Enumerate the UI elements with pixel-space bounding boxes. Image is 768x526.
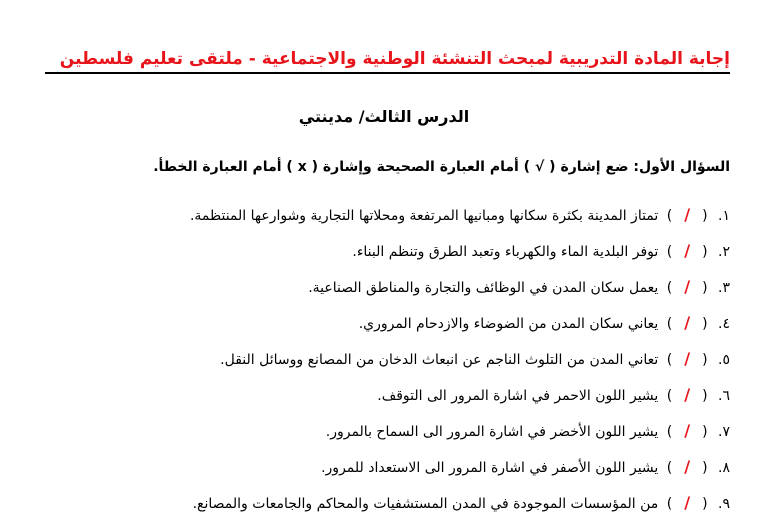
item-text: يشير اللون الاحمر في اشارة المرور الى التوقف. bbox=[377, 388, 659, 404]
open-paren: ( bbox=[702, 280, 708, 296]
list-item bbox=[30, 418, 730, 454]
answer-mark: / bbox=[684, 241, 691, 260]
answer-mark: / bbox=[684, 313, 691, 332]
item-text: توفر البلدية الماء والكهرباء وتعبد الطرق وتنظم البناء. bbox=[352, 244, 659, 260]
item-number: ٨. bbox=[718, 460, 730, 476]
list-item bbox=[30, 382, 730, 418]
answer-mark: / bbox=[684, 205, 691, 224]
close-paren: ) bbox=[666, 460, 673, 476]
answer-mark: / bbox=[684, 421, 691, 440]
list-item bbox=[30, 346, 730, 382]
list-item bbox=[30, 490, 730, 526]
answer-mark: / bbox=[684, 493, 691, 512]
open-paren: ( bbox=[702, 316, 708, 332]
item-number: ٧. bbox=[718, 424, 730, 440]
open-paren: ( bbox=[702, 244, 708, 260]
item-number: ٩. bbox=[718, 496, 730, 512]
open-paren: ( bbox=[702, 424, 708, 440]
item-text: يعاني سكان المدن من الضوضاء والازدحام المروري. bbox=[358, 316, 659, 332]
open-paren: ( bbox=[702, 352, 708, 368]
close-paren: ) bbox=[666, 316, 673, 332]
list-item bbox=[30, 454, 730, 490]
close-paren: ) bbox=[666, 496, 673, 512]
close-paren: ) bbox=[666, 424, 673, 440]
list-item bbox=[30, 274, 730, 310]
item-text: من المؤسسات الموجودة في المدن المستشفيات والمحاكم والجامعات والمصانع. bbox=[192, 496, 659, 512]
item-text: يشير اللون الأخضر في اشارة المرور الى السماح بالمرور. bbox=[325, 424, 659, 440]
item-number: ٤. bbox=[718, 316, 730, 332]
item-text: تمتاز المدينة بكثرة سكانها ومبانيها المرتفعة ومحلاتها التجارية وشوارعها المنتظمة. bbox=[189, 208, 659, 224]
item-number: ٥. bbox=[718, 352, 730, 368]
close-paren: ) bbox=[666, 208, 673, 224]
item-number: ٢. bbox=[718, 244, 730, 260]
close-paren: ) bbox=[666, 388, 673, 404]
answer-mark: / bbox=[684, 349, 691, 368]
item-number: ٦. bbox=[718, 388, 730, 404]
lesson-title: الدرس الثالث/ مدينتي bbox=[298, 107, 470, 126]
open-paren: ( bbox=[702, 208, 708, 224]
answer-mark: / bbox=[684, 385, 691, 404]
item-number: ٣. bbox=[718, 280, 730, 296]
open-paren: ( bbox=[702, 460, 708, 476]
list-item bbox=[30, 238, 730, 274]
close-paren: ) bbox=[666, 280, 673, 296]
item-text: تعاني المدن من التلوث الناجم عن انبعاث الدخان من المصانع ووسائل النقل. bbox=[220, 352, 659, 368]
header-divider bbox=[45, 72, 730, 74]
list-item bbox=[30, 202, 730, 238]
document-header-title: إجابة المادة التدريبية لمبحث التنشئة الوطنية والاجتماعية - ملتقى تعليم فلسطين bbox=[59, 49, 730, 69]
question-instruction: السؤال الأول: ضع إشارة ( √ ) أمام العبارة الصحيحة وإشارة ( x ) أمام العبارة الخطأ. bbox=[153, 159, 730, 175]
open-paren: ( bbox=[702, 388, 708, 404]
close-paren: ) bbox=[666, 244, 673, 260]
item-text: يشير اللون الأصفر في اشارة المرور الى الاستعداد للمرور. bbox=[321, 460, 659, 476]
answer-mark: / bbox=[684, 277, 691, 296]
item-number: ١. bbox=[718, 208, 730, 224]
close-paren: ) bbox=[666, 352, 673, 368]
open-paren: ( bbox=[702, 496, 708, 512]
list-item bbox=[30, 310, 730, 346]
answer-mark: / bbox=[684, 457, 691, 476]
item-text: يعمل سكان المدن في الوظائف والتجارة والمناطق الصناعية. bbox=[308, 280, 659, 296]
question-items-list bbox=[30, 202, 730, 526]
